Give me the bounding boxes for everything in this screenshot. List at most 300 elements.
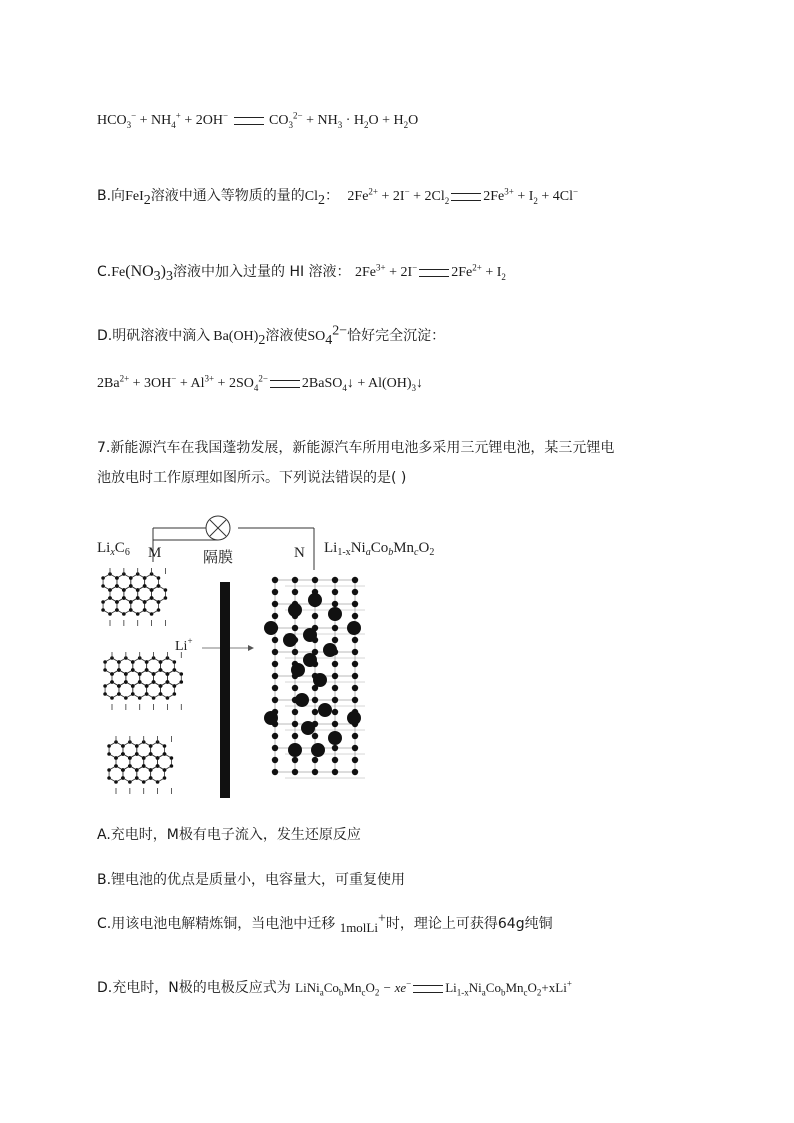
hexagon-ring	[117, 598, 131, 614]
carbon-atom	[159, 692, 163, 696]
small-atom	[352, 769, 358, 775]
carbon-atom	[166, 680, 170, 684]
carbon-atom	[136, 612, 140, 616]
right-electrode-formula: $Li_{1-x}Ni_aCo_bMn_cO_2$	[324, 540, 435, 558]
eq-text: + I	[513, 189, 534, 204]
small-atom	[312, 733, 318, 739]
eq-sup: +	[175, 110, 181, 121]
carbon-atom	[163, 744, 167, 748]
large-atom	[301, 721, 315, 735]
carbon-atom	[135, 744, 139, 748]
small-atom	[352, 637, 358, 643]
small-atom	[332, 577, 338, 583]
carbon-atom	[142, 756, 146, 760]
eq-text: 2Fe	[451, 265, 473, 280]
eq-text: + 2SO	[214, 376, 254, 391]
carbon-atom	[163, 776, 167, 780]
eq-sub: c	[523, 987, 528, 998]
carbon-atom	[117, 692, 121, 696]
formula: (NO	[125, 263, 154, 280]
eq-sub: 2	[403, 119, 409, 130]
small-atom	[332, 661, 338, 667]
graphite-layers	[101, 568, 183, 794]
eq-sub: 3	[153, 268, 161, 284]
small-atom	[292, 685, 298, 691]
formula: FeI	[125, 189, 144, 204]
small-atom	[332, 637, 338, 643]
eq-sup: −	[131, 110, 137, 121]
small-atom	[272, 613, 278, 619]
eq-text: ↓ + Al(OH)	[346, 376, 412, 391]
option-c-text: 溶液中加入过量的 HI 溶液：	[173, 264, 351, 280]
eq-sub: 4	[342, 382, 347, 393]
carbon-atom	[152, 696, 156, 700]
carbon-atom	[143, 608, 147, 612]
carbon-atom	[131, 660, 135, 664]
carbon-atom	[114, 780, 118, 784]
small-atom	[332, 757, 338, 763]
carbon-atom	[128, 764, 132, 768]
carbon-atom	[121, 768, 125, 772]
carbon-atom	[157, 600, 161, 604]
carbon-atom	[145, 692, 149, 696]
carbon-atom	[101, 608, 105, 612]
equals-sign	[451, 193, 481, 201]
small-atom	[292, 757, 298, 763]
small-atom	[272, 637, 278, 643]
small-atom	[332, 745, 338, 751]
carbon-atom	[131, 684, 135, 688]
carbon-atom	[159, 684, 163, 688]
eq-sub: 3	[411, 382, 417, 393]
eq-sup: 3+	[504, 186, 514, 197]
carbon-atom	[107, 776, 111, 780]
equals-sign	[413, 985, 443, 993]
eq-sup: −	[412, 262, 418, 273]
eq-sup: 2+	[119, 373, 130, 384]
option-b-equation	[347, 186, 579, 206]
li-ion-label: Li+	[175, 636, 193, 654]
battery-diagram	[90, 510, 470, 810]
carbon-atom	[150, 612, 154, 616]
small-atom	[312, 613, 318, 619]
option-a-equation	[97, 111, 418, 131]
large-atom	[283, 633, 297, 647]
carbon-atom	[145, 684, 149, 688]
eq-text: + 3OH	[129, 376, 172, 391]
eq-text: 2BaSO	[301, 376, 343, 391]
carbon-atom	[163, 768, 167, 772]
formula: )	[160, 263, 166, 280]
carbon-atom	[157, 584, 161, 588]
carbon-atom	[164, 588, 168, 592]
eq-sup: 2−	[293, 110, 303, 121]
carbon-atom	[124, 696, 128, 700]
small-atom	[272, 757, 278, 763]
carbon-atom	[166, 696, 170, 700]
eq-sub: b	[338, 987, 344, 998]
carbon-atom	[179, 680, 183, 684]
carbon-atom	[135, 776, 139, 780]
eq-text: 2Fe	[355, 265, 377, 280]
colon: ：	[324, 188, 339, 204]
hexagon-ring	[160, 682, 174, 698]
hexagon-ring	[151, 766, 165, 782]
large-atom	[323, 643, 337, 657]
carbon-atom	[138, 696, 142, 700]
formula: SO	[307, 329, 326, 344]
carbon-atom	[110, 696, 114, 700]
eq-sub: 2	[533, 195, 538, 206]
membrane-bar	[220, 582, 230, 798]
eq-text: + I	[481, 265, 502, 280]
carbon-atom	[157, 576, 161, 580]
eq-sup: +	[377, 911, 386, 927]
eq-text: Mn	[343, 980, 362, 995]
carbon-atom	[142, 764, 146, 768]
hexagon-ring	[103, 598, 117, 614]
small-atom	[272, 589, 278, 595]
eq-text: − xe	[379, 980, 407, 995]
eq-sub: 2	[374, 987, 380, 998]
carbon-atom	[103, 668, 107, 672]
small-atom	[312, 757, 318, 763]
eq-sub: 2	[501, 271, 506, 282]
eq-sub: 3	[288, 119, 293, 130]
carbon-atom	[131, 692, 135, 696]
small-atom	[312, 697, 318, 703]
small-atom	[292, 769, 298, 775]
eq-sub: 2	[143, 192, 151, 208]
eq-text: + NH	[136, 113, 172, 128]
eq-text: 2Fe	[347, 189, 369, 204]
carbon-atom	[159, 660, 163, 664]
equals-sign	[270, 380, 300, 388]
option-b	[97, 186, 578, 207]
large-atom	[303, 628, 317, 642]
left-electrode-formula: $Li_xC_6$	[97, 540, 130, 558]
small-atom	[332, 589, 338, 595]
carbon-atom	[173, 692, 177, 696]
carbon-atom	[152, 672, 156, 676]
eq-sup: −	[404, 186, 410, 197]
carbon-atom	[136, 596, 140, 600]
carbon-atom	[124, 672, 128, 676]
hexagon-ring	[147, 682, 161, 698]
carbon-atom	[149, 744, 153, 748]
carbon-atom	[135, 768, 139, 772]
small-atom	[352, 685, 358, 691]
hexagon-ring	[123, 766, 137, 782]
small-atom	[272, 577, 278, 583]
carbon-atom	[173, 668, 177, 672]
large-atom	[303, 653, 317, 667]
option-d	[97, 323, 446, 348]
formula: 1molLi	[339, 920, 378, 935]
carbon-atom	[117, 668, 121, 672]
carbon-atom	[129, 608, 133, 612]
eq-sup: 3+	[376, 262, 386, 273]
large-atom	[313, 673, 327, 687]
carbon-atom	[108, 596, 112, 600]
carbon-atom	[122, 612, 126, 616]
carbon-atom	[107, 744, 111, 748]
small-atom	[292, 589, 298, 595]
carbon-atom	[142, 780, 146, 784]
small-atom	[332, 673, 338, 679]
answer-a: A.充电时，M极有电子流入，发生还原反应	[97, 827, 361, 843]
carbon-atom	[170, 764, 174, 768]
eq-text: +xLi	[541, 980, 567, 995]
small-atom	[312, 709, 318, 715]
large-atom	[328, 731, 342, 745]
hexagon-ring	[109, 766, 123, 782]
small-atom	[332, 685, 338, 691]
eq-sup: 3+	[204, 373, 215, 384]
eq-text: Mn	[505, 980, 524, 995]
large-atom	[264, 621, 278, 635]
carbon-atom	[117, 684, 121, 688]
answer-b: B.锂电池的优点是质量小，电容量大，可重复使用	[97, 872, 406, 888]
eq-text: Co	[323, 980, 339, 995]
carbon-atom	[101, 584, 105, 588]
large-atom	[291, 663, 305, 677]
small-atom	[352, 745, 358, 751]
small-atom	[272, 601, 278, 607]
carbon-atom	[128, 780, 132, 784]
carbon-atom	[101, 576, 105, 580]
carbon-atom	[150, 588, 154, 592]
formula: Fe	[111, 265, 126, 280]
eq-sub: b	[500, 987, 506, 998]
option-c-equation	[355, 262, 506, 282]
eq-text: 2Fe	[483, 189, 505, 204]
hexagon-ring	[105, 682, 119, 698]
small-atom	[312, 577, 318, 583]
answer-d-text: D.充电时，N极的电极反应式为	[97, 980, 291, 996]
eq-sup: −	[222, 110, 229, 121]
eq-text: LiNi	[295, 980, 320, 995]
eq-sub: 3	[126, 119, 132, 130]
question-7-line-2: 池放电时工作原理如图所示。下列说法错误的是( )	[97, 470, 407, 486]
large-atom	[295, 693, 309, 707]
formula: Ba(OH)	[213, 329, 259, 344]
answer-d	[97, 978, 572, 998]
carbon-atom	[103, 684, 107, 688]
eq-sup: +	[566, 978, 572, 989]
carbon-atom	[115, 600, 119, 604]
small-atom	[272, 685, 278, 691]
eq-sup: 2−	[258, 373, 268, 384]
option-b-prefix: B.向	[97, 188, 126, 204]
carbon-atom	[143, 600, 147, 604]
eq-text: CO	[269, 113, 289, 128]
small-atom	[292, 649, 298, 655]
m-label: M	[148, 545, 162, 561]
eq-text: + 2I	[378, 189, 405, 204]
small-atom	[272, 733, 278, 739]
hexagon-ring	[119, 682, 133, 698]
carbon-atom	[163, 752, 167, 756]
eq-sub: 3	[337, 119, 343, 130]
carbon-atom	[117, 660, 121, 664]
carbon-atom	[129, 584, 133, 588]
carbon-atom	[108, 588, 112, 592]
carbon-atom	[131, 668, 135, 672]
carbon-atom	[128, 756, 132, 760]
small-atom	[352, 613, 358, 619]
small-atom	[292, 733, 298, 739]
eq-text: + 2I	[385, 265, 413, 280]
equals-sign	[234, 117, 264, 125]
crystal-lattice	[264, 577, 365, 778]
small-atom	[272, 661, 278, 667]
eq-text: Co	[485, 980, 501, 995]
option-d-text: 溶液使	[265, 328, 308, 344]
carbon-atom	[101, 600, 105, 604]
equals-sign	[419, 269, 449, 277]
carbon-atom	[170, 756, 174, 760]
carbon-atom	[179, 672, 183, 676]
eq-text: HCO	[97, 113, 127, 128]
carbon-atom	[115, 576, 119, 580]
eq-text: Li	[445, 980, 457, 995]
eq-text: · H	[342, 113, 364, 128]
large-atom	[347, 711, 361, 725]
carbon-atom	[136, 588, 140, 592]
eq-text: + 2Cl	[409, 189, 445, 204]
option-b-text: 溶液中通入等物质的量的	[150, 188, 305, 204]
eq-text: + 4Cl	[537, 189, 574, 204]
carbon-atom	[129, 576, 133, 580]
eq-sub: a	[481, 987, 486, 998]
small-atom	[332, 697, 338, 703]
carbon-atom	[121, 744, 125, 748]
hexagon-ring	[133, 682, 147, 698]
small-atom	[352, 661, 358, 667]
question-7-line-1: 7.新能源汽车在我国蓬勃发展，新能源汽车所用电池多采用三元锂电池，某三元锂电	[97, 440, 615, 456]
small-atom	[312, 769, 318, 775]
small-atom	[272, 745, 278, 751]
carbon-atom	[138, 672, 142, 676]
large-atom	[318, 703, 332, 717]
eq-sub: 2	[258, 332, 266, 348]
small-atom	[272, 673, 278, 679]
answer-d-equation	[295, 978, 572, 998]
eq-text: O + H	[368, 113, 404, 128]
eq-sub: 2	[363, 119, 369, 130]
large-atom	[264, 711, 278, 725]
small-atom	[352, 757, 358, 763]
arrow-icon	[248, 645, 254, 651]
carbon-atom	[173, 684, 177, 688]
eq-text: + NH	[302, 113, 338, 128]
eq-sup: −	[171, 373, 177, 384]
carbon-atom	[149, 776, 153, 780]
eq-sup: −	[406, 978, 412, 989]
carbon-atom	[166, 672, 170, 676]
answer-c	[97, 911, 553, 935]
carbon-atom	[121, 752, 125, 756]
small-atom	[272, 697, 278, 703]
carbon-atom	[122, 588, 126, 592]
small-atom	[272, 769, 278, 775]
eq-sup: 2−	[332, 323, 348, 339]
carbon-atom	[150, 596, 154, 600]
option-d-prefix: D.明矾溶液中滴入	[97, 328, 211, 344]
carbon-atom	[107, 768, 111, 772]
carbon-atom	[164, 596, 168, 600]
option-c-prefix: C.	[97, 264, 112, 280]
small-atom	[352, 649, 358, 655]
small-atom	[352, 673, 358, 679]
option-c	[97, 262, 506, 283]
small-atom	[352, 577, 358, 583]
carbon-atom	[145, 660, 149, 664]
carbon-atom	[157, 608, 161, 612]
carbon-atom	[110, 680, 114, 684]
eq-text: O	[527, 980, 537, 995]
small-atom	[292, 577, 298, 583]
carbon-atom	[103, 692, 107, 696]
eq-sub: c	[361, 987, 366, 998]
eq-sub: 3	[166, 268, 173, 284]
carbon-atom	[156, 764, 160, 768]
carbon-atom	[115, 608, 119, 612]
formula: Cl	[304, 189, 318, 204]
carbon-atom	[114, 756, 118, 760]
carbon-atom	[149, 768, 153, 772]
carbon-atom	[159, 668, 163, 672]
answer-c-text: 时，理论上可获得64g纯铜	[385, 916, 553, 932]
small-atom	[292, 709, 298, 715]
eq-text: + Al	[176, 376, 205, 391]
eq-sup: 2+	[472, 262, 482, 273]
carbon-atom	[122, 596, 126, 600]
eq-text: O	[365, 980, 375, 995]
option-d-equation	[97, 374, 423, 394]
option-d-text: 恰好完全沉淀：	[347, 328, 446, 344]
eq-sub: 1-x	[456, 987, 469, 998]
carbon-atom	[114, 764, 118, 768]
carbon-atom	[143, 576, 147, 580]
small-atom	[332, 721, 338, 727]
small-atom	[352, 697, 358, 703]
small-atom	[332, 709, 338, 715]
carbon-atom	[152, 680, 156, 684]
answer-c-text: C.用该电池电解精炼铜，当电池中迁移	[97, 916, 336, 932]
eq-sub: 4	[325, 332, 333, 348]
hexagon-ring	[131, 598, 145, 614]
carbon-atom	[143, 584, 147, 588]
small-atom	[352, 601, 358, 607]
eq-text: O	[408, 113, 419, 128]
small-atom	[352, 589, 358, 595]
carbon-atom	[135, 752, 139, 756]
carbon-atom	[138, 680, 142, 684]
carbon-atom	[145, 668, 149, 672]
eq-sup: −	[573, 186, 579, 197]
eq-text: Ni	[468, 980, 482, 995]
large-atom	[328, 607, 342, 621]
carbon-atom	[103, 660, 107, 664]
carbon-atom	[121, 776, 125, 780]
eq-text: ↓	[416, 376, 424, 391]
eq-text: + 2OH	[180, 113, 223, 128]
carbon-atom	[124, 680, 128, 684]
small-atom	[332, 601, 338, 607]
hexagon-ring	[145, 598, 159, 614]
